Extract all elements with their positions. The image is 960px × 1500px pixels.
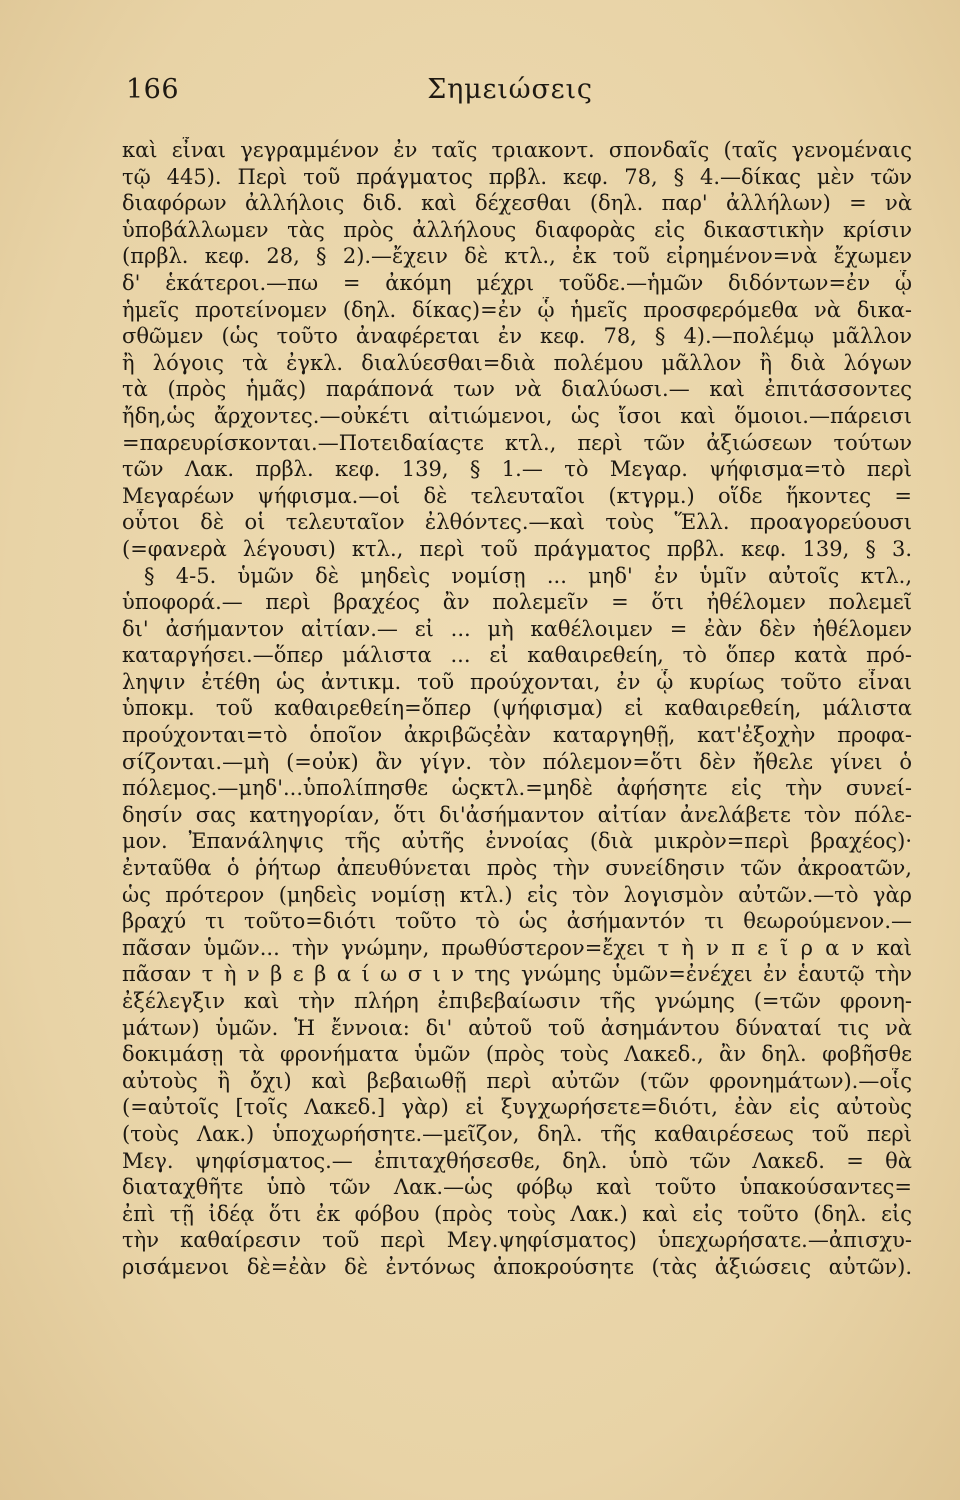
text-line: πᾶσαν τ ὴ ν β ε β α ί ω σ ι ν της γνώμης ὑμῶν=ἐνέχει ἐν ἑαυτῷ τὴν (122, 962, 912, 987)
text-line: =παρευρίσκονται.—Ποτειδαίαςτε κτλ., περὶ τῶν ἀξιώσεων τούτων (122, 430, 912, 455)
text-line: καὶ εἶναι γεγραμμένον ἐν ταῖς τριακοντ. σπονδαῖς (ταῖς γενομέναις (122, 138, 912, 162)
text-line: πόλεμος.—μηδ'...ὑπολίπησθε ὡςκτλ.=μηδὲ ἀφήσητε εἰς τὴν συνεί- (122, 776, 912, 801)
text-line: σίζονται.—μὴ (=οὐκ) ἂν γίγν. τὸν πόλεμον=ὅτι δὲν ἤθελε γίνει ὁ (122, 749, 912, 774)
text-line: ἐπὶ τῇ ἰδέᾳ ὅτι ἐκ φόβου (πρὸς τοὺς Λακ.) καὶ εἰς τοῦτο (δηλ. εἰς (122, 1201, 912, 1226)
text-line: διαφόρων ἀλλήλοις διδ. καὶ δέχεσθαι (δηλ. παρ' ἀλλήλων) = νὰ (122, 191, 912, 216)
text-line: τῷ 445). Περὶ τοῦ πράγματος πρβλ. κεφ. 78, § 4.—δίκας μὲν τῶν (122, 164, 912, 189)
text-line: ρισάμενοι δὲ=ἐὰν δὲ ἐντόνως ἀποκρούσητε (τὰς ἀξιώσεις αὐτῶν). (122, 1254, 912, 1279)
text-line: § 4-5. ὑμῶν δὲ μηδεὶς νομίσῃ ... μηδ' ἐν ὑμῖν αὐτοῖς κτλ., (144, 563, 912, 588)
text-line: ὡς πρότερον (μηδεὶς νομίσῃ κτλ.) εἰς τὸν λογισμὸν αὐτῶν.—τὸ γὰρ (122, 882, 912, 907)
text-line: βραχύ τι τοῦτο=διότι τοῦτο τὸ ὡς ἀσήμαντόν τι θεωρούμενον.— (122, 909, 912, 934)
text-line: δοκιμάσῃ τὰ φρονήματα ὑμῶν (πρὸς τοὺς Λακεδ., ἂν δηλ. φοβῆσθε (122, 1042, 912, 1067)
text-line: ὑποφορά.— περὶ βραχέος ἂν πολεμεῖν = ὅτι ἠθέλομεν πολεμεῖ (122, 590, 912, 615)
text-line: (=φανερὰ λέγουσι) κτλ., περὶ τοῦ πράγματος πρβλ. κεφ. 139, § 3. (122, 536, 912, 561)
text-line: σθῶμεν (ὡς τοῦτο ἀναφέρεται ἐν κεφ. 78, § 4).—πολέμῳ μᾶλλον (122, 324, 912, 349)
text-line: διαταχθῆτε ὑπὸ τῶν Λακ.—ὡς φόβῳ καὶ τοῦτο ὑπακούσαντες= (122, 1175, 912, 1200)
running-head: Σημειώσεις (427, 74, 593, 105)
text-line: ληψιν ἐτέθη ὡς ἀντικμ. τοῦ προύχονται, ἐν ᾧ κυρίως τοῦτο εἶναι (122, 669, 912, 694)
text-line: τὰ (πρὸς ἡμᾶς) παράπονά των νὰ διαλύωσι.— καὶ ἐπιτάσσοντες (122, 377, 912, 402)
text-line: μον. Ἐπανάληψις τῆς αὐτῆς ἐννοίας (διὰ μικρὸν=περὶ βραχέος)· (122, 829, 912, 854)
text-line: ἢ λόγοις τὰ ἐγκλ. διαλύεσθαι=διὰ πολέμου μᾶλλον ἢ διὰ λόγων (122, 350, 912, 375)
text-line: δι' ἀσήμαντον αἰτίαν.— εἰ ... μὴ καθέλοιμεν = ἐὰν δὲν ἠθέλομεν (122, 616, 912, 641)
text-line: μάτων) ὑμῶν. Ἡ ἔννοια: δι' αὐτοῦ τοῦ ἀσημάντου δύναταί τις νὰ (122, 1015, 912, 1040)
page-header (120, 74, 900, 114)
text-line: οὗτοι δὲ οἱ τελευταῖον ἐλθόντες.—καὶ τοὺς Ἕλλ. προαγορεύουσι (122, 510, 912, 535)
text-line: πᾶσαν ὑμῶν... τὴν γνώμην, πρωθύστερον=ἔχει τ ὴ ν π ε ῖ ρ α ν καὶ (122, 935, 912, 960)
text-line: ἡμεῖς προτείνομεν (δηλ. δίκας)=ἐν ᾧ ἡμεῖς προσφερόμεθα νὰ δικα- (122, 297, 912, 322)
text-line: ἐνταῦθα ὁ ῥήτωρ ἀπευθύνεται πρὸς τὴν συνείδησιν τῶν ἀκροατῶν, (122, 856, 912, 881)
text-line: ἤδη,ὡς ἄρχοντες.—οὐκέτι αἰτιώμενοι, ὡς ἴσοι καὶ ὅμοιοι.—πάρεισι (122, 403, 912, 428)
text-line: (πρβλ. κεφ. 28, § 2).—ἔχειν δὲ κτλ., ἐκ τοῦ εἰρημένον=νὰ ἔχωμεν (122, 244, 912, 269)
text-line: ὑποβάλλωμεν τὰς πρὸς ἀλλήλους διαφορὰς εἰς δικαστικὴν κρίσιν (122, 217, 912, 242)
notes-body-text (122, 137, 912, 1281)
text-line: καταργήσει.—ὅπερ μάλιστα ... εἰ καθαιρεθείη, τὸ ὅπερ κατὰ πρό- (122, 643, 912, 668)
text-line: ἐξέλεγξιν καὶ τὴν πλήρη ἐπιβεβαίωσιν τῆς γνώμης (=τῶν φρονη- (122, 989, 912, 1013)
page-number: 166 (126, 74, 180, 105)
text-line: (τοὺς Λακ.) ὑποχωρήσητε.—μεῖζον, δηλ. τῆς καθαιρέσεως τοῦ περὶ (122, 1121, 912, 1146)
text-line: (=αὐτοῖς [τοῖς Λακεδ.] γὰρ) εἰ ξυγχωρήσετε=διότι, ἐὰν εἰς αὐτοὺς (122, 1095, 912, 1120)
text-line: τῶν Λακ. πρβλ. κεφ. 139, § 1.— τὸ Μεγαρ. ψήφισμα=τὸ περὶ (122, 457, 912, 482)
text-line: προύχονται=τὸ ὁποῖον ἀκριβῶςἐὰν καταργηθῇ, κατ'ἐξοχὴν προφα- (122, 723, 912, 748)
text-line: αὐτοὺς ἢ ὄχι) καὶ βεβαιωθῇ περὶ αὐτῶν (τῶν φρονημάτων).—οἷς (122, 1068, 912, 1093)
text-line: τὴν καθαίρεσιν τοῦ περὶ Μεγ.ψηφίσματος) ὑπεχωρήσατε.—ἀπισχυ- (122, 1228, 912, 1253)
text-line: δησίν σας κατηγορίαν, ὅτι δι'ἀσήμαντον αἰτίαν ἀνελάβετε τὸν πόλε- (122, 802, 912, 827)
text-line: Μεγ. ψηφίσματος.— ἐπιταχθήσεσθε, δηλ. ὑπὸ τῶν Λακεδ. = θὰ (122, 1148, 912, 1173)
text-line: δ' ἑκάτεροι.—πω = ἀκόμη μέχρι τοῦδε.—ἡμῶν διδόντων=ἐν ᾧ (122, 270, 912, 295)
text-line: ὑποκμ. τοῦ καθαιρεθείη=ὅπερ (ψήφισμα) εἰ καθαιρεθείη, μάλιστα (122, 696, 912, 721)
text-line: Μεγαρέων ψήφισμα.—οἱ δὲ τελευταῖοι (κτγρμ.) οἵδε ἥκοντες = (122, 483, 912, 508)
